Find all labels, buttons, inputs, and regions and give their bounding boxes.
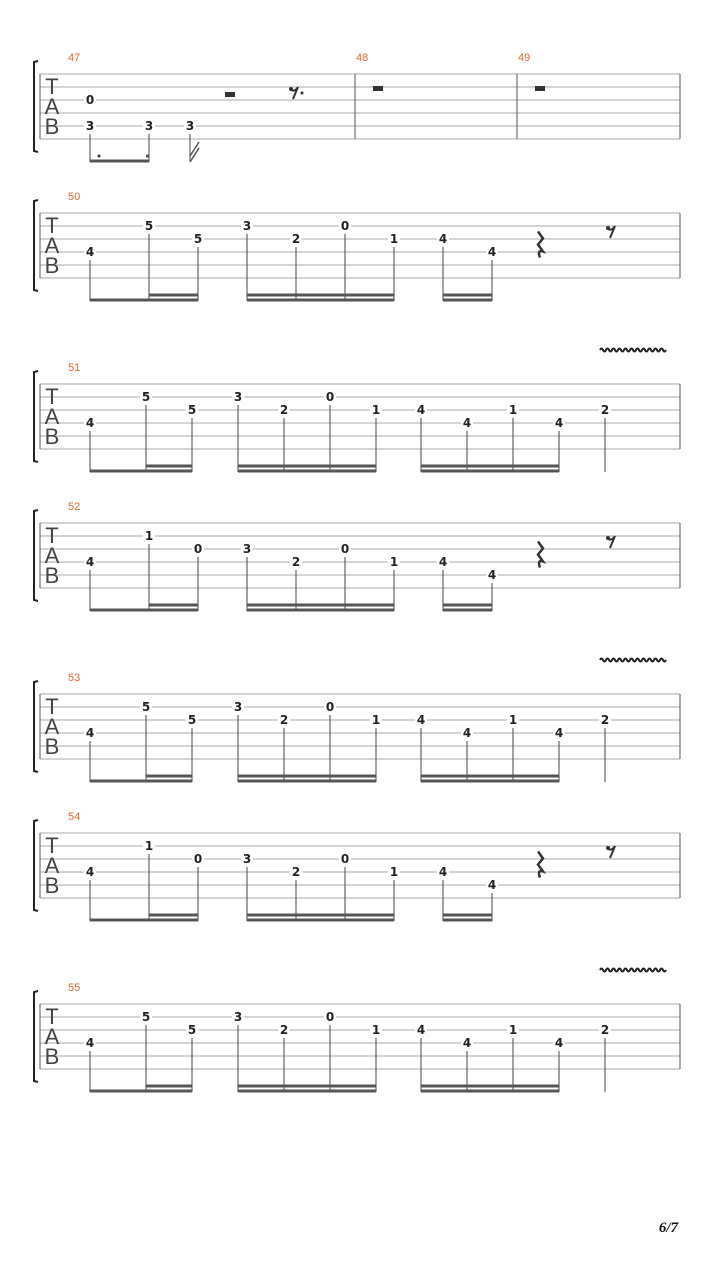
system-bracket	[34, 510, 38, 601]
fret-number: 4	[85, 416, 95, 430]
fret-number: 4	[85, 245, 95, 259]
fret-number: 1	[371, 403, 381, 417]
tab-clef-letter: A	[44, 233, 60, 258]
fret-number: 5	[187, 403, 197, 417]
tab-clef-letter: B	[44, 734, 60, 759]
fret-number: 4	[554, 726, 564, 740]
fret-number: 0	[85, 93, 95, 107]
fret-number: 0	[193, 852, 203, 866]
fret-number: 2	[279, 403, 289, 417]
tab-clef-letter: B	[44, 873, 60, 898]
fret-number: 4	[85, 726, 95, 740]
page-number: 6/7	[658, 1220, 678, 1236]
fret-number: 4	[416, 713, 426, 727]
vibrato-marking	[600, 969, 666, 972]
fret-number: 0	[325, 700, 335, 714]
tab-clef-letter: T	[45, 1004, 59, 1029]
fret-number: 4	[85, 555, 95, 569]
fret-number: 4	[487, 878, 497, 892]
fret-number: 5	[193, 232, 203, 246]
measure-number: 51	[68, 362, 81, 374]
fret-number: 5	[187, 1023, 197, 1037]
tab-clef-letter: A	[44, 404, 60, 429]
fret-number: 5	[141, 1010, 151, 1024]
fret-number: 3	[85, 119, 95, 133]
system-bracket	[34, 681, 38, 772]
fret-number: 1	[508, 713, 518, 727]
tab-clef-letter: A	[44, 94, 60, 119]
fret-number: 3	[233, 390, 243, 404]
tab-clef-letter: B	[44, 563, 60, 588]
measure-number: 53	[68, 672, 81, 684]
fret-number: 4	[85, 1036, 95, 1050]
vibrato-marking	[600, 349, 666, 352]
tab-clef-letter: T	[45, 213, 59, 238]
measure-number: 54	[68, 811, 81, 823]
system-bracket	[34, 200, 38, 291]
fret-number: 2	[600, 403, 610, 417]
fret-number: 1	[144, 839, 154, 853]
fret-number: 1	[389, 555, 399, 569]
fret-number: 4	[554, 416, 564, 430]
fret-number: 4	[416, 403, 426, 417]
fret-number: 2	[291, 555, 301, 569]
tab-clef-letter: B	[44, 253, 60, 278]
measure-number: 55	[68, 982, 81, 994]
fret-number: 3	[242, 219, 252, 233]
tab-clef-letter: A	[44, 543, 60, 568]
fret-number: 0	[325, 1010, 335, 1024]
tab-clef-letter: A	[44, 853, 60, 878]
tab-clef-letter: B	[44, 424, 60, 449]
tab-clef-letter: A	[44, 1024, 60, 1049]
fret-number: 3	[233, 700, 243, 714]
fret-number: 4	[554, 1036, 564, 1050]
fret-number: 0	[340, 542, 350, 556]
fret-number: 5	[144, 219, 154, 233]
whole-rest	[373, 86, 383, 91]
fret-number: 2	[600, 1023, 610, 1037]
fret-number: 1	[508, 403, 518, 417]
fret-number: 2	[291, 232, 301, 246]
fret-number: 4	[462, 416, 472, 430]
tab-clef-letter: A	[44, 714, 60, 739]
fret-number: 2	[600, 713, 610, 727]
tab-clef-letter: T	[45, 74, 59, 99]
fret-number: 3	[144, 119, 154, 133]
fret-number: 3	[233, 1010, 243, 1024]
fret-number: 1	[508, 1023, 518, 1037]
fret-number: 4	[438, 865, 448, 879]
rest-head	[606, 846, 610, 850]
tab-clef-letter: T	[45, 523, 59, 548]
fret-number: 0	[193, 542, 203, 556]
system-bracket	[34, 991, 38, 1082]
tab-clef-letter: T	[45, 384, 59, 409]
fret-number: 5	[187, 713, 197, 727]
quarter-rest	[538, 852, 543, 878]
rest-head	[289, 87, 293, 91]
fret-number: 4	[438, 232, 448, 246]
quarter-rest	[538, 542, 543, 568]
measure-number: 50	[68, 191, 81, 203]
fret-number: 0	[325, 390, 335, 404]
fret-number: 4	[462, 1036, 472, 1050]
measure-number: 47	[68, 52, 81, 64]
fret-number: 2	[279, 1023, 289, 1037]
fret-number: 3	[242, 542, 252, 556]
measure-number: 49	[518, 52, 531, 64]
fret-number: 3	[242, 852, 252, 866]
vibrato-marking	[600, 659, 666, 662]
tab-clef-letter: B	[44, 1044, 60, 1069]
fret-number: 1	[389, 232, 399, 246]
rest-dot	[301, 92, 304, 95]
tab-clef-letter: T	[45, 833, 59, 858]
quarter-rest	[538, 232, 543, 258]
rhythm-dot	[98, 155, 101, 158]
rest-head	[606, 226, 610, 230]
fret-number: 1	[144, 529, 154, 543]
system-bracket	[34, 61, 38, 152]
fret-number: 2	[279, 713, 289, 727]
fret-number: 1	[371, 713, 381, 727]
tab-clef-letter: B	[44, 114, 60, 139]
fret-number: 3	[185, 119, 195, 133]
whole-rest	[535, 86, 545, 91]
fret-number: 4	[85, 865, 95, 879]
fret-number: 4	[487, 568, 497, 582]
fret-number: 2	[291, 865, 301, 879]
fret-number: 4	[462, 726, 472, 740]
fret-number: 0	[340, 852, 350, 866]
measure-number: 48	[356, 52, 369, 64]
system-bracket	[34, 820, 38, 911]
system-bracket	[34, 371, 38, 462]
measure-number: 52	[68, 501, 81, 513]
note-flag	[190, 142, 199, 162]
fret-number: 4	[487, 245, 497, 259]
half-rest	[225, 92, 235, 97]
fret-number: 1	[389, 865, 399, 879]
tab-clef-letter: T	[45, 694, 59, 719]
fret-number: 0	[340, 219, 350, 233]
fret-number: 5	[141, 700, 151, 714]
fret-number: 4	[438, 555, 448, 569]
fret-number: 1	[371, 1023, 381, 1037]
rest-head	[606, 536, 610, 540]
fret-number: 5	[141, 390, 151, 404]
fret-number: 4	[416, 1023, 426, 1037]
